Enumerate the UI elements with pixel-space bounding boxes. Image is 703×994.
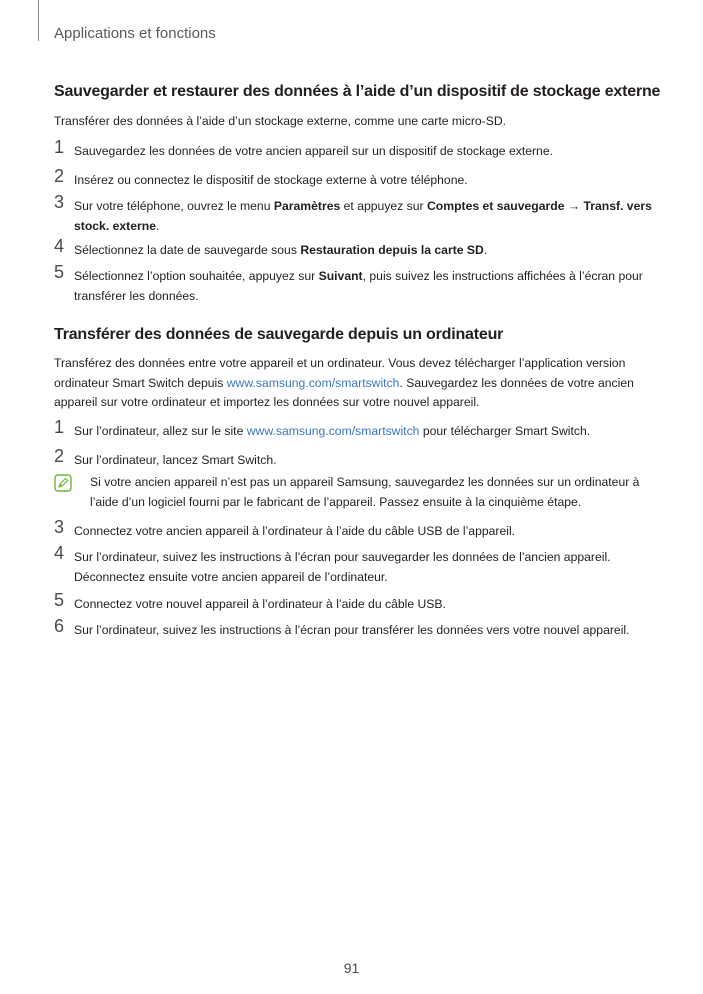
step-number: 3 [54,517,65,537]
section2-title: Transférer des données de sauvegarde depuis un ordinateur [54,326,504,343]
option-restauration-carte-sd: Restauration depuis la carte SD [300,243,484,257]
note-pencil-icon [54,474,72,492]
step-text: Connectez votre nouvel appareil à l’ordinateur à l’aide du câble USB. [74,597,446,611]
smartswitch-link[interactable]: www.samsung.com/smartswitch [226,375,400,390]
step-number: 4 [54,543,65,563]
header-side-rule [38,0,39,41]
chapter-header: Applications et fonctions [54,25,216,42]
step-text: Sauvegardez les données de votre ancien appareil sur un dispositif de stockage externe. [74,144,554,158]
section1-title: Sauvegarder et restaurer des données à l’aide d’un dispositif de stockage externe [54,83,661,100]
step-text: Sur l’ordinateur, lancez Smart Switch. [74,453,277,467]
step-text: Sélectionnez la date de sauvegarde sous Restauration depuis la carte SD. [74,243,488,257]
menu-parametres: Paramètres [273,199,341,213]
smartswitch-link[interactable]: www.samsung.com/smartswitch [246,424,420,438]
note-text: Si votre ancien appareil n’est pas un appareil Samsung, sauvegardez les données sur un ordinateur à l’aide d’un logiciel fourni par le fabricant de l’appareil. Passez ensuite à la cinquième étape. [90,475,640,509]
step-number: 6 [54,616,65,636]
step-number: 2 [54,446,65,466]
step-text: Insérez ou connectez le dispositif de stockage externe à votre téléphone. [74,173,468,187]
step-number: 3 [54,192,65,212]
step-number: 5 [54,590,65,610]
step-text: Sur l’ordinateur, suivez les instructions à l’écran pour sauvegarder les données de l’ancien appareil. Déconnectez ensuite votre ancien appareil de l’ordinateur. [74,550,611,584]
step-text: Sur l’ordinateur, suivez les instructions à l’écran pour transférer les données vers votre nouvel appareil. [74,623,630,637]
step-number: 2 [54,166,65,186]
step-text: Connectez votre ancien appareil à l’ordinateur à l’aide du câble USB de l’appareil. [74,524,516,538]
step-text: Sur votre téléphone, ouvrez le menu Paramètres et appuyez sur Comptes et sauvegarde → Transf. vers stock. externe. [74,199,652,233]
menu-transf-stock-externe: Transf. vers stock. externe [74,199,652,233]
step-text: Sélectionnez l’option souhaitée, appuyez sur Suivant, puis suivez les instructions affichées à l’écran pour transférer les données. [74,269,643,303]
page-number: 91 [343,960,360,976]
step-number: 4 [54,236,65,256]
section1-intro: Transférer des données à l’aide d’un stockage externe, comme une carte micro-SD. [54,114,507,128]
button-suivant: Suivant [318,269,363,283]
step-number: 5 [54,262,65,282]
section2-intro: Transférez des données entre votre appareil et un ordinateur. Vous devez télécharger l’application version ordinateur Smart Switch depuis www.samsung.com/smartswitch. Sauvegardez les données de votre ancien appareil sur votre ordinateur et importez les données sur votre nouvel appareil. [54,356,634,409]
menu-comptes-sauvegarde: Comptes et sauvegarde [426,199,565,213]
step-text: Sur l’ordinateur, allez sur le site www.samsung.com/smartswitch pour télécharger Smart Switch. [74,424,591,438]
step-number: 1 [54,417,65,437]
step-number: 1 [54,137,65,157]
